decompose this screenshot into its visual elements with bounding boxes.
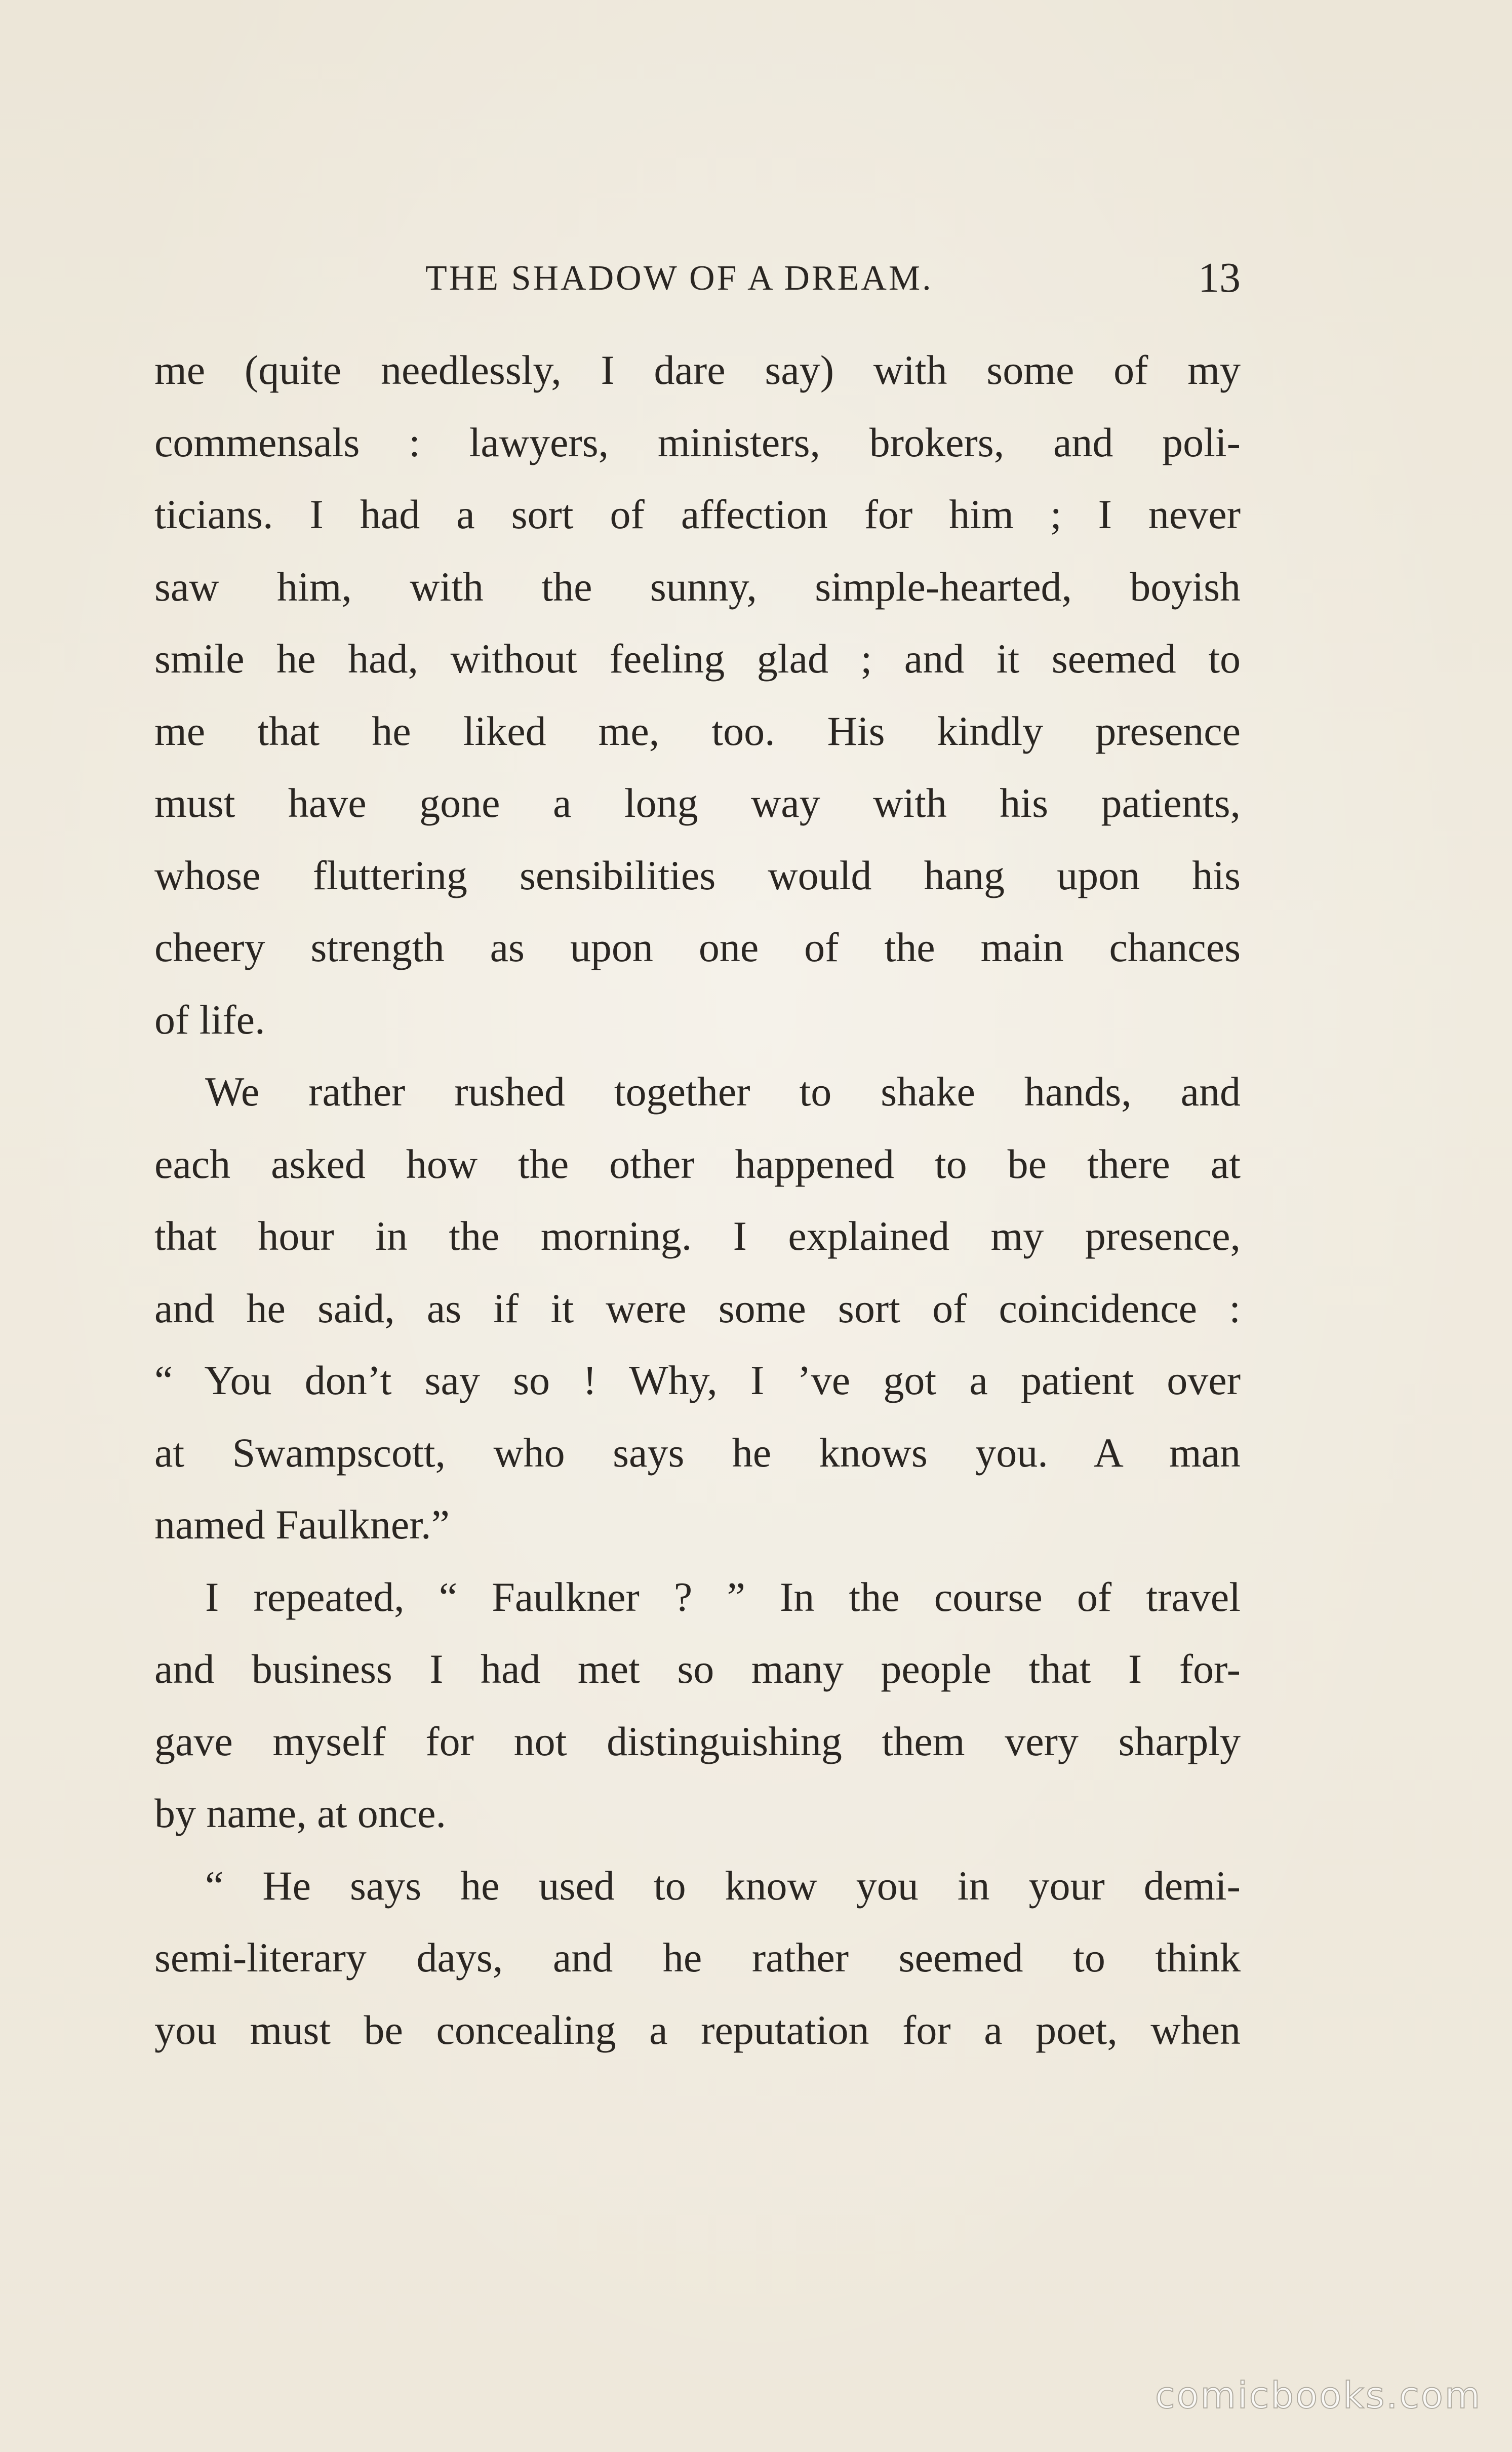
running-title: THE SHADOW OF A DREAM. — [425, 259, 933, 298]
paragraph — [154, 1561, 1241, 1850]
text-line: and business I had met so many people that I for- — [154, 1646, 1241, 1692]
text-line: “ He says he used to know you in your demi- — [205, 1862, 1241, 1909]
text-line: ticians. I had a sort of affection for him ; I never — [154, 491, 1241, 537]
text-line: “ You don’t say so ! Why, I ’ve got a patient over — [154, 1357, 1241, 1403]
text-line: me that he liked me, too. His kindly presence — [154, 707, 1241, 754]
running-head — [152, 253, 1241, 304]
text-line: cheery strength as upon one of the main chances — [154, 924, 1241, 970]
text-line: saw him, with the sunny, simple-hearted, boyish — [154, 563, 1241, 610]
text-line: commensals : lawyers, ministers, brokers, and poli- — [154, 419, 1241, 465]
text-line: must have gone a long way with his patients, — [154, 780, 1241, 826]
text-line: you must be concealing a reputation for a poet, when — [154, 2006, 1241, 2053]
text-line: We rather rushed together to shake hands, and — [205, 1069, 1241, 1115]
text-line: each asked how the other happened to be there at — [154, 1140, 1241, 1187]
body-text — [154, 334, 1241, 2066]
text-line: and he said, as if it were some sort of coincidence : — [154, 1285, 1241, 1331]
page-number: 13 — [1198, 254, 1241, 301]
text-line: gave myself for not distinguishing them very sharply — [154, 1718, 1241, 1764]
paragraph — [154, 334, 1241, 1056]
text-line: smile he had, without feeling glad ; and it seemed to — [154, 636, 1241, 682]
text-line: semi-literary days, and he rather seemed to think — [154, 1934, 1241, 1981]
paragraph — [154, 1850, 1241, 2067]
watermark: comicbooks.com — [1155, 2374, 1482, 2417]
paragraph — [154, 1056, 1241, 1561]
text-line: I repeated, “ Faulkner ? ” In the course of travel — [205, 1573, 1241, 1620]
text-line: me (quite needlessly, I dare say) with some of my — [154, 347, 1241, 393]
text-line: by name, at once. — [154, 1790, 447, 1836]
text-line: named Faulkner.” — [154, 1501, 450, 1548]
text-line: at Swampscott, who says he knows you. A man — [154, 1429, 1241, 1476]
text-line: of life. — [154, 996, 265, 1043]
text-line: that hour in the morning. I explained my presence, — [154, 1213, 1241, 1259]
text-line: whose fluttering sensibilities would hang upon his — [154, 852, 1241, 898]
